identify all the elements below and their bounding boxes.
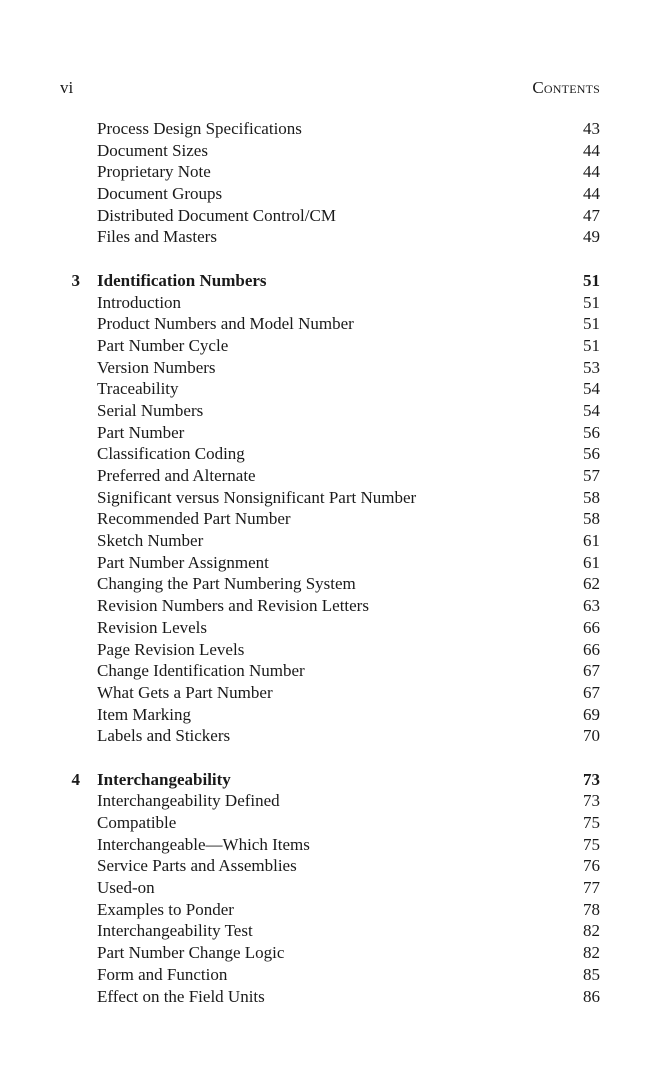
toc-entry [60, 660, 600, 682]
toc-page-number: 44 [583, 184, 600, 204]
toc-entry-title: Classification Coding [97, 444, 245, 464]
toc-page-number: 58 [583, 509, 600, 529]
toc-entry-title: Revision Numbers and Revision Letters [97, 596, 369, 616]
toc-chapter-number: 3 [71, 270, 80, 290]
toc-entry [60, 942, 600, 964]
toc-page-number: 61 [583, 531, 600, 551]
chapter-spacer [60, 747, 600, 769]
continued-sections [60, 118, 600, 248]
toc-page-number: 58 [583, 487, 600, 507]
toc-entry-title: Significant versus Nonsignificant Part Number [97, 487, 417, 507]
toc-page-number: 49 [583, 227, 600, 247]
toc-entry [60, 595, 600, 617]
toc-entry-title: Service Parts and Assemblies [97, 856, 297, 876]
toc-entry [60, 292, 600, 314]
toc-page-number: 67 [583, 682, 600, 702]
toc-entry [60, 530, 600, 552]
toc-page-number: 61 [583, 552, 600, 572]
toc-chapter-title: Identification Numbers [97, 270, 267, 290]
toc-chapter-title: Interchangeability [97, 769, 231, 789]
toc-entry-title: Item Marking [97, 704, 191, 724]
toc-page-number: 43 [583, 119, 600, 138]
toc-page-number: 54 [583, 379, 600, 399]
toc-entry-title: Changing the Part Numbering System [97, 574, 356, 594]
toc-page-number: 54 [583, 400, 600, 420]
toc-entry [60, 183, 600, 205]
toc-entry [60, 357, 600, 379]
toc-page-number: 67 [583, 661, 600, 681]
toc-page-number: 73 [583, 769, 600, 789]
toc-page-number: 44 [583, 162, 600, 182]
chapter-block [60, 769, 600, 1008]
toc-entry [60, 617, 600, 639]
toc-page-number: 62 [583, 574, 600, 594]
page-folio: vi [60, 78, 74, 97]
toc-entry [60, 855, 600, 877]
toc-page-number: 63 [583, 596, 600, 616]
toc-page-number: 69 [583, 704, 600, 724]
toc-entry-title: Version Numbers [97, 357, 216, 377]
toc-entry-title: Part Number Cycle [97, 335, 229, 355]
toc-page-number: 51 [583, 335, 600, 355]
toc-entry [60, 226, 600, 248]
toc-entry [60, 986, 600, 1008]
toc-chapter-entry [60, 270, 600, 292]
toc-page-number: 51 [583, 292, 600, 312]
toc-entry [60, 790, 600, 812]
toc-entry-title: Form and Function [97, 964, 228, 984]
chapter-block [60, 270, 600, 747]
toc-entry [60, 877, 600, 899]
toc-entry [60, 161, 600, 183]
toc-entry [60, 205, 600, 227]
toc-entry-title: Files and Masters [97, 227, 217, 247]
running-head-title: Contents [532, 78, 600, 97]
toc-entry-title: Examples to Ponder [97, 899, 234, 919]
toc-entry-title: Used-on [97, 878, 155, 898]
toc-page-number: 78 [583, 899, 600, 919]
toc-entry [60, 443, 600, 465]
toc-entry [60, 140, 600, 162]
toc-entry-title: Document Groups [97, 184, 223, 204]
toc-page-number: 76 [583, 856, 600, 876]
toc-page-number: 82 [583, 921, 600, 941]
toc-entry [60, 682, 600, 704]
toc-page-number: 53 [583, 357, 600, 377]
toc-entry-title: Distributed Document Control/CM [97, 205, 336, 225]
toc-entry-title: Page Revision Levels [97, 639, 245, 659]
toc-page-number: 56 [583, 422, 600, 442]
running-head [60, 77, 600, 99]
toc-page-number: 77 [583, 878, 600, 898]
toc-entry [60, 118, 600, 140]
toc-entry [60, 812, 600, 834]
toc-entry [60, 335, 600, 357]
toc-entry [60, 964, 600, 986]
toc-page-number: 56 [583, 444, 600, 464]
toc-entry-title: Document Sizes [97, 140, 208, 160]
toc-entry-title: Labels and Stickers [97, 726, 231, 746]
toc-entry-title: Effect on the Field Units [97, 986, 265, 1006]
toc-page-number: 66 [583, 639, 600, 659]
toc-entry-title: Revision Levels [97, 617, 208, 637]
toc-page-number: 47 [583, 205, 600, 225]
toc-page-number: 51 [583, 314, 600, 334]
toc-entry-title: Proprietary Note [97, 162, 211, 182]
toc-entry [60, 834, 600, 856]
toc-page-number: 57 [583, 466, 600, 485]
toc-entry [60, 313, 600, 335]
toc-page-number: 73 [583, 791, 600, 811]
toc-entry-title: Compatible [97, 813, 177, 832]
toc-entry [60, 400, 600, 422]
toc-page-number: 85 [583, 964, 600, 984]
toc-entry-title: Sketch Number [97, 531, 204, 551]
toc-entry [60, 704, 600, 726]
toc-entry-title: Product Numbers and Model Number [97, 314, 354, 334]
toc-entry-title: Preferred and Alternate [97, 466, 256, 485]
table-of-contents [60, 118, 600, 1007]
toc-chapter-entry [60, 769, 600, 791]
chapter-spacer [60, 248, 600, 270]
toc-entry-title: Introduction [97, 292, 182, 312]
toc-entry-title: Process Design Specifications [97, 119, 302, 138]
toc-page-number: 70 [583, 726, 600, 746]
toc-entry-title: Part Number Assignment [97, 552, 269, 572]
toc-entry-title: Traceability [97, 379, 179, 399]
toc-entry [60, 639, 600, 661]
toc-entry-title: Part Number [97, 422, 185, 442]
toc-entry-title: Interchangeable—Which Items [97, 834, 310, 854]
toc-entry [60, 573, 600, 595]
toc-page-number: 75 [583, 813, 600, 832]
toc-entry [60, 725, 600, 747]
toc-chapter-number: 4 [71, 769, 80, 789]
toc-entry [60, 378, 600, 400]
toc-entry [60, 899, 600, 921]
toc-entry [60, 422, 600, 444]
toc-page-number: 82 [583, 943, 600, 963]
toc-entry-title: Recommended Part Number [97, 509, 291, 529]
toc-page-number: 44 [583, 140, 600, 160]
toc-entry [60, 465, 600, 487]
toc-entry-title: Interchangeability Defined [97, 791, 280, 811]
toc-entry-title: Change Identification Number [97, 661, 305, 681]
toc-page-number: 66 [583, 617, 600, 637]
toc-page-number: 51 [583, 270, 600, 290]
toc-entry-title: Interchangeability Test [97, 921, 253, 941]
toc-page-number: 75 [583, 834, 600, 854]
toc-entry [60, 508, 600, 530]
toc-page-number: 86 [583, 986, 600, 1006]
toc-entry-title: Part Number Change Logic [97, 943, 285, 963]
toc-entry [60, 920, 600, 942]
toc-entry [60, 552, 600, 574]
toc-entry [60, 487, 600, 509]
toc-entry-title: What Gets a Part Number [97, 682, 273, 702]
toc-entry-title: Serial Numbers [97, 400, 204, 420]
